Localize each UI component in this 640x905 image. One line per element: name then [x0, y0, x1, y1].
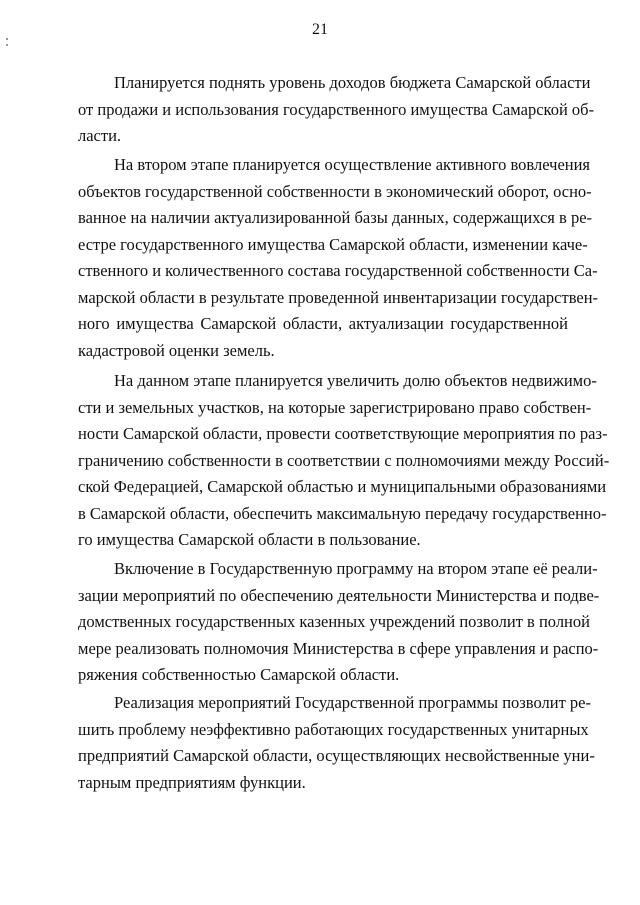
paragraph-line: ряжения собственностью Самарской области. — [78, 665, 400, 684]
paragraph-line: Включение в Государственную программу на втором этапе её реали- — [114, 559, 598, 578]
paragraph-line: тарным предприятиям функции. — [78, 772, 306, 792]
paragraph-line: На данном этапе планируется увеличить долю объектов недвижимо- — [114, 371, 597, 390]
paragraph-3 — [78, 368, 610, 554]
paragraph-1 — [78, 70, 595, 150]
paragraph-line: сти и земельных участков, на которые зарегистрировано право собствен- — [78, 397, 592, 417]
paragraph-5 — [78, 690, 595, 796]
paragraph-line: домственных государственных казенных учреждений позволит в полной — [78, 612, 590, 631]
paragraph-line: марской области в результате проведенной инвентаризации государствен- — [78, 287, 599, 307]
paragraph-line: Планируется поднять уровень доходов бюджета Самарской области — [114, 73, 591, 92]
paragraph-line: шить проблему неэффективно работающих государственных унитарных — [78, 719, 589, 739]
paragraph-line: в Самарской области, обеспечить максимальную передачу государственно- — [78, 503, 607, 523]
paragraph-line: кадастровой оценки земель. — [78, 340, 275, 360]
paragraph-line: ственного и количественного состава государственной собственности Са- — [78, 261, 598, 280]
paragraph-line: граничению собственности в соответствии с полномочиями между Россий- — [78, 450, 610, 470]
paragraph-line: зации мероприятий по обеспечению деятельности Министерства и подве- — [78, 585, 600, 605]
paragraph-line: от продажи и использования государственного имущества Самарской об- — [78, 99, 595, 119]
paragraph-line: На втором этапе планируется осуществление активного вовлечения — [114, 155, 591, 174]
scan-speck-bottom — [6, 44, 8, 46]
paragraph-line: ного имущества Самарской области, актуализации государственной — [78, 314, 568, 333]
paragraph-line: го имущества Самарской области в пользование. — [78, 530, 421, 549]
paragraph-line: объектов государственной собственности в экономический оборот, осно- — [78, 181, 592, 201]
paragraph-4 — [78, 556, 600, 689]
page-number: 21 — [312, 21, 328, 38]
paragraph-2 — [78, 152, 599, 364]
paragraph-line: Реализация мероприятий Государственной программы позволит ре- — [114, 693, 591, 712]
paragraph-line: ласти. — [78, 126, 122, 145]
paragraph-line: мере реализовать полномочия Министерства в сфере управления и распо- — [78, 638, 599, 658]
paragraph-line: ской Федерацией, Самарской областью и муниципальными образованиями — [78, 477, 607, 496]
paragraph-line: предприятий Самарской области, осуществляющих несвойственные уни- — [78, 746, 595, 765]
paragraph-line: ности Самарской области, провести соответствующие мероприятия по раз- — [78, 424, 608, 443]
paragraph-line: естре государственного имущества Самарской области, изменении каче- — [78, 234, 588, 254]
paragraph-line: ванное на наличии актуализированной базы данных, содержащихся в ре- — [78, 208, 593, 227]
